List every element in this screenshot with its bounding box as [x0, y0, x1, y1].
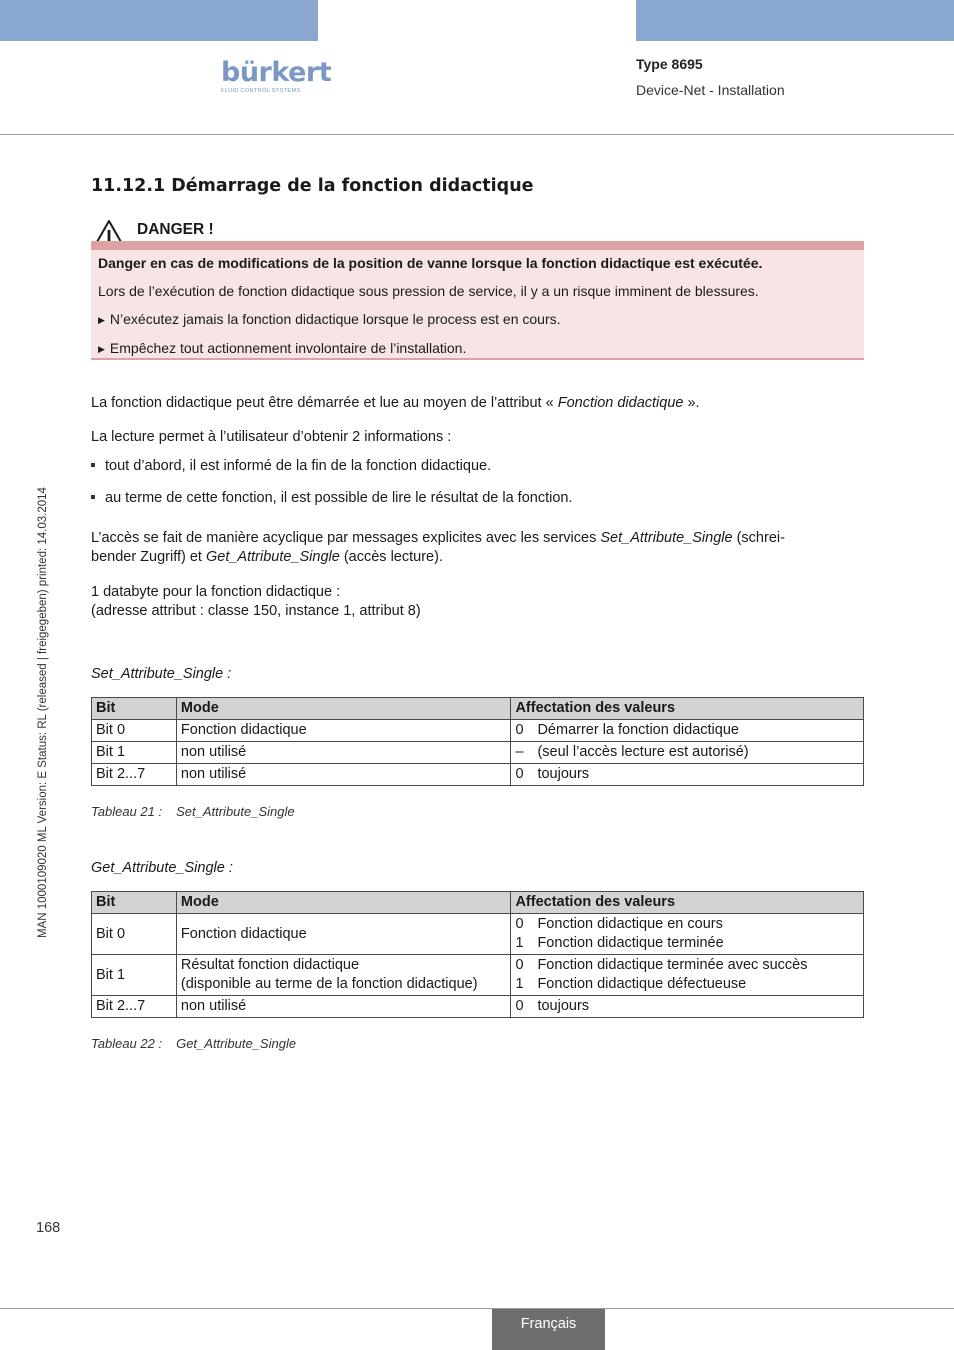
danger-instruction: ▶ N’exécutez jamais la fonction didactique lorsque le process est en cours.: [98, 311, 561, 327]
paragraph-access-line2: bender Zugriff) et Get_Attribute_Single (accès lecture).: [91, 549, 443, 565]
document-meta-vertical: MAN 1000109020 ML Version: E Status: RL (released | freigegeben) printed: 14.03.2014: [37, 487, 49, 938]
table-cell-mode: non utilisé: [176, 742, 511, 764]
table-row: [92, 742, 864, 764]
section-title: 11.12.1 Démarrage de la fonction didactique: [91, 176, 534, 196]
table-cell-value: 0 toujours: [511, 764, 864, 786]
column-header: Bit: [92, 892, 177, 914]
danger-text: Lors de l’exécution de fonction didactique sous pression de service, il y a un risque imminent de blessures.: [98, 283, 759, 299]
table-row: [92, 996, 864, 1018]
table-cell-value: 0 Fonction didactique terminée avec succès 1 Fonction didactique défectueuse: [511, 955, 864, 996]
list-item: tout d’abord, il est informé de la fin de la fonction didactique.: [91, 458, 491, 474]
column-header: Mode: [176, 892, 511, 914]
table-cell-mode: non utilisé: [176, 764, 511, 786]
table-row: [92, 914, 864, 955]
list-item: au terme de cette fonction, il est possible de lire le résultat de la fonction.: [91, 490, 572, 506]
table-cell-value: 0 Fonction didactique en cours 1 Fonction didactique terminée: [511, 914, 864, 955]
header-band-right: [636, 0, 954, 41]
burkert-logo: [221, 57, 332, 95]
column-header: Affectation des valeurs: [511, 698, 864, 720]
table-cell-bit: Bit 0: [92, 914, 177, 955]
table-cell-bit: Bit 2...7: [92, 996, 177, 1018]
table-caption: Tableau 22 : Get_Attribute_Single: [91, 1036, 297, 1051]
table-cell-value: – (seul l’accès lecture est autorisé): [511, 742, 864, 764]
doc-subtitle: Device-Net - Installation: [636, 82, 785, 98]
danger-header-bar: [91, 241, 864, 250]
paragraph-access-line1: L’accès se fait de manière acyclique par messages explicites avec les services Set_Attribute_Single (schrei-: [91, 530, 785, 546]
page-number: 168: [36, 1220, 61, 1236]
danger-heading: Danger en cas de modifications de la position de vanne lorsque la fonction didactique est exécutée.: [98, 255, 763, 271]
table-cell-mode: Fonction didactique: [176, 914, 511, 955]
table-set-attribute: [91, 697, 864, 786]
table-cell-mode: Résultat fonction didactique (disponible au terme de la fonction didactique): [176, 955, 511, 996]
column-header: Affectation des valeurs: [511, 892, 864, 914]
paragraph-databyte-line1: 1 databyte pour la fonction didactique :: [91, 584, 341, 600]
arrow-right-icon: ▶: [98, 315, 105, 325]
table-row: [92, 764, 864, 786]
table-cell-value: 0 Démarrer la fonction didactique: [511, 720, 864, 742]
table-cell-bit: Bit 1: [92, 955, 177, 996]
table-get-label: Get_Attribute_Single :: [91, 860, 233, 876]
doc-type: Type 8695: [636, 56, 703, 72]
bullet-square-icon: [91, 495, 95, 499]
table-cell-bit: Bit 2...7: [92, 764, 177, 786]
column-header: Mode: [176, 698, 511, 720]
logo-subtitle: FLUID CONTROL SYSTEMS: [221, 88, 301, 94]
paragraph-info: La lecture permet à l’utilisateur d’obtenir 2 informations :: [91, 429, 452, 445]
paragraph-intro: La fonction didactique peut être démarrée et lue au moyen de l’attribut « Fonction didactique ».: [91, 395, 700, 411]
table-cell-value: 0 toujours: [511, 996, 864, 1018]
danger-box: [91, 250, 864, 360]
table-row: [92, 720, 864, 742]
table-header-row: [92, 698, 864, 720]
table-set-label: Set_Attribute_Single :: [91, 666, 232, 682]
footer-divider: [0, 1308, 954, 1309]
danger-instruction: ▶ Empêchez tout actionnement involontaire de l’installation.: [98, 340, 467, 356]
table-caption: Tableau 21 : Set_Attribute_Single: [91, 804, 295, 819]
column-header: Bit: [92, 698, 177, 720]
bullet-square-icon: [91, 463, 95, 467]
header-divider: [0, 134, 954, 135]
table-header-row: [92, 892, 864, 914]
table-row: [92, 955, 864, 996]
arrow-right-icon: ▶: [98, 344, 105, 354]
paragraph-databyte-line2: (adresse attribut : classe 150, instance 1, attribut 8): [91, 603, 421, 619]
language-tab: Français: [492, 1309, 605, 1350]
danger-title: DANGER !: [137, 221, 214, 238]
table-cell-bit: Bit 1: [92, 742, 177, 764]
table-cell-mode: non utilisé: [176, 996, 511, 1018]
table-get-attribute: [91, 891, 864, 1018]
table-cell-mode: Fonction didactique: [176, 720, 511, 742]
table-cell-bit: Bit 0: [92, 720, 177, 742]
header-band-left: [0, 0, 318, 41]
logo-wordmark: bürkert: [221, 57, 332, 88]
